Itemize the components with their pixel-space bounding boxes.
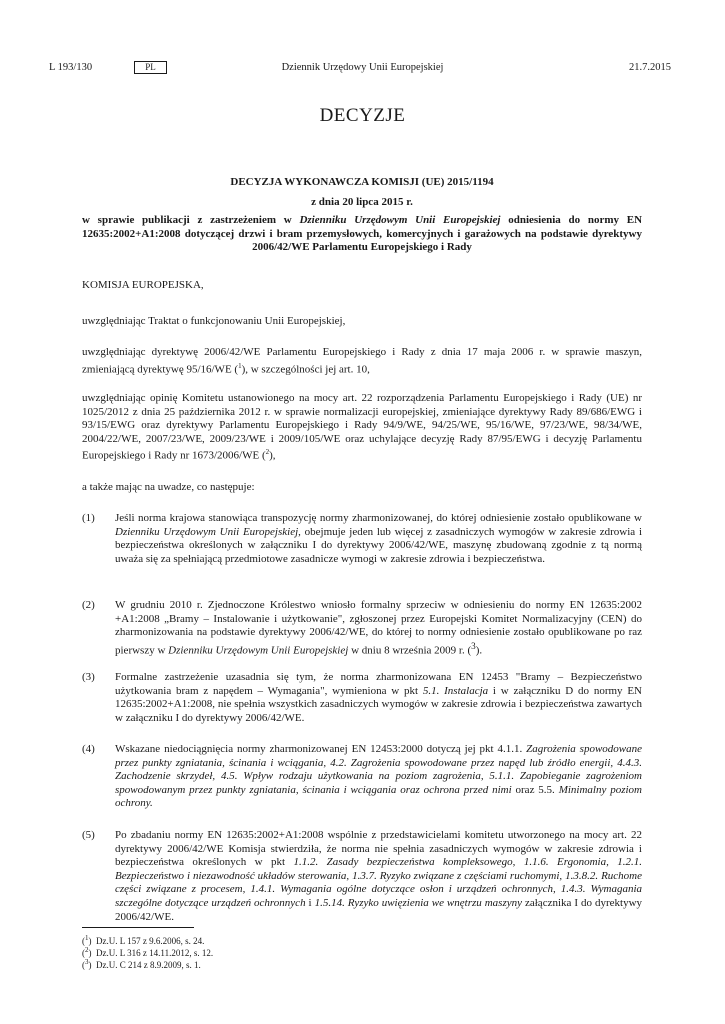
preamble-whereas: a także mając na uwadze, co następuje:	[82, 481, 255, 493]
decision-title: DECYZJA WYKONAWCZA KOMISJI (UE) 2015/1194	[230, 176, 494, 188]
decision-date: z dnia 20 lipca 2015 r.	[311, 196, 413, 208]
recital-text: Po zbadaniu normy EN 12635:2002+A1:2008 wspólnie z przedstawicielami komitetu utworzonego na mocy art. 22 dyrektywy 2006/42/WE Komisja stwierdziła, że norma nie spełnia zasadniczych wymogów w zakresie zdrowia i bezpieczeństwa określonych w pkt 1.1.2. Zasady bezpieczeństwa kompleksowego, 1.1.6. Ergonomia, 1.2.1. Bezpieczeństwo i niezawodność układów sterowania, 1.3.7. Ryzyko związane z częściami ruchomymi, 1.3.8.2. Ruchome części związane z procesem, 1.4.1. Wymagania ogólne dotyczące osłon i urządzeń ochronnych, 1.4.3. Wymagania szczególne dotyczące urządzeń ochronnych i 1.5.14. Ryzyko uwięzienia we wnętrzu maszyny załącznika I do dyrektywy 2006/42/WE.	[115, 829, 643, 923]
footnote-ref[interactable]: 1	[238, 361, 242, 370]
footnote: ($^1$) Dz.U. L 157 z 9.6.2006, s. 24.	[82, 934, 205, 946]
commission-label: KOMISJA EUROPEJSKA,	[82, 279, 204, 291]
journal-title: Dziennik Urzędowy Unii Europejskiej	[281, 62, 444, 73]
footnote: ($^3$) Dz.U. C 214 z 8.9.2009, s. 1.	[82, 958, 201, 970]
section-title: DECYZJE	[319, 105, 406, 126]
recital-text: W grudniu 2010 r. Zjednoczone Królestwo wniosło formalny sprzeciw w odniesieniu do normy EN 12635:2002 +A1:2008 „Bramy – Instalowanie i użytkowanie", zgłoszonej przez Europejski Komitet Normalizacyjny (CEN) do zharmonizowania na podstawie dyrektywy 2006/42/WE, do której to normy odniesienie zostało opublikowane po raz pierwszy w Dzienniku Urzędowym Unii Europejskiej w dniu 8 września 2009 r. ($^3$).	[115, 599, 642, 657]
recital-text: Jeśli norma krajowa stanowiąca transpozycję normy zharmonizowanej, do której odniesienie zostało opublikowane w Dzienniku Urzędowym Unii Europejskiej, obejmuje jeden lub więcej z zasadniczych wymogów w zakresie zdrowia i bezpieczeństwa określonych w załączniku I do dyrektywy 2006/42/WE, maszynę zbudowaną zgodnie z tą normą uważa się za spełniającą przedmiotowe zasadnicze wymogi w zakresie zdrowia i bezpieczeństwa.	[115, 512, 642, 565]
publication-date: 21.7.2015	[629, 62, 671, 73]
recital-number: (3)	[82, 671, 95, 683]
page-ref: L 193/130	[49, 62, 93, 73]
recital-text: Formalne zastrzeżenie uzasadnia się tym, że norma zharmonizowana EN 12453 "Bramy – Bezpieczeństwo użytkowania bram z napędem – Wymagania", wymieniona w pkt 5.1. Instalacja i w załączniku D do normy EN 12635:2002+A1:2008, nie spełnia wszystkich zasadniczych wymogów w zakresie zdrowia i bezpieczeństwa zawartych w załączniku I do dyrektywy 2006/42/WE.	[115, 671, 642, 724]
recital-number: (4)	[82, 743, 95, 755]
preamble-directive: uwzględniając dyrektywę 2006/42/WE Parlamentu Europejskiego i Rady z dnia 17 maja 2006 r. w sprawie maszyn, zmieniającą dyrektywę 95/16/WE ($^1$), w szczególności jej art. 10,	[82, 346, 642, 376]
footnote: ($^2$) Dz.U. L 316 z 14.11.2012, s. 12.	[82, 946, 214, 958]
preamble-committee: uwzględniając opinię Komitetu ustanowionego na mocy art. 22 rozporządzenia Parlamentu Europejskiego i Rady (UE) nr 1025/2012 z dnia 25 października 2012 r. w sprawie normalizacji europejskiej, zmieniające dyrektywy Rady 89/686/EWG i 93/15/EWG oraz dyrektywy Parlamentu Europejskiego i Rady 94/9/WE, 94/25/WE, 95/16/WE, 97/23/WE, 98/34/WE, 2004/22/WE, 2007/23/WE, 2009/23/WE i 2009/105/WE oraz uchylające decyzję Rady 87/95/EWG i decyzję Parlamentu Europejskiego i Rady nr 1673/2006/WE ($^2$),	[82, 392, 642, 463]
recital-number: (5)	[82, 829, 95, 841]
recital-text: Wskazane niedociągnięcia normy zharmonizowanej EN 12453:2000 dotyczą jej pkt 4.1.1. Zagrożenia spowodowane przez punkty zgniatania, ścinania i wciągania, 4.2. Zagrożenia spowodowane przez napęd lub źródło energii, 4.4.3. Zachodzenie skrzydeł, 4.5. Wpływ rodzaju użytkowania na poziom zagrożenia, 5.1.1. Zapobieganie zagrożeniom spowodowanym przez punkty zgniatania, ścinania i wciągania oraz ochrona przed nimi oraz 5.5. Minimalny poziom ochrony.	[115, 743, 642, 810]
footnote-ref[interactable]: 3	[471, 640, 476, 651]
footnote-divider	[82, 927, 194, 928]
recital-number: (1)	[82, 512, 95, 524]
decision-subject: w sprawie publikacji z zastrzeżeniem w Dzienniku Urzędowym Unii Europejskiej odniesienia do normy EN 12635:2002+A1:2008 dotyczącej drzwi i bram przemysłowych, komercyjnych i garażowych na podstawie dyrektywy 2006/42/WE Parlamentu Europejskiego i Rady	[82, 214, 643, 254]
language-badge: PL	[134, 61, 167, 74]
footnote-ref[interactable]: 2	[265, 448, 270, 457]
recital-number: (2)	[82, 599, 95, 611]
preamble-treaty: uwzględniając Traktat o funkcjonowaniu Unii Europejskiej,	[82, 315, 346, 327]
